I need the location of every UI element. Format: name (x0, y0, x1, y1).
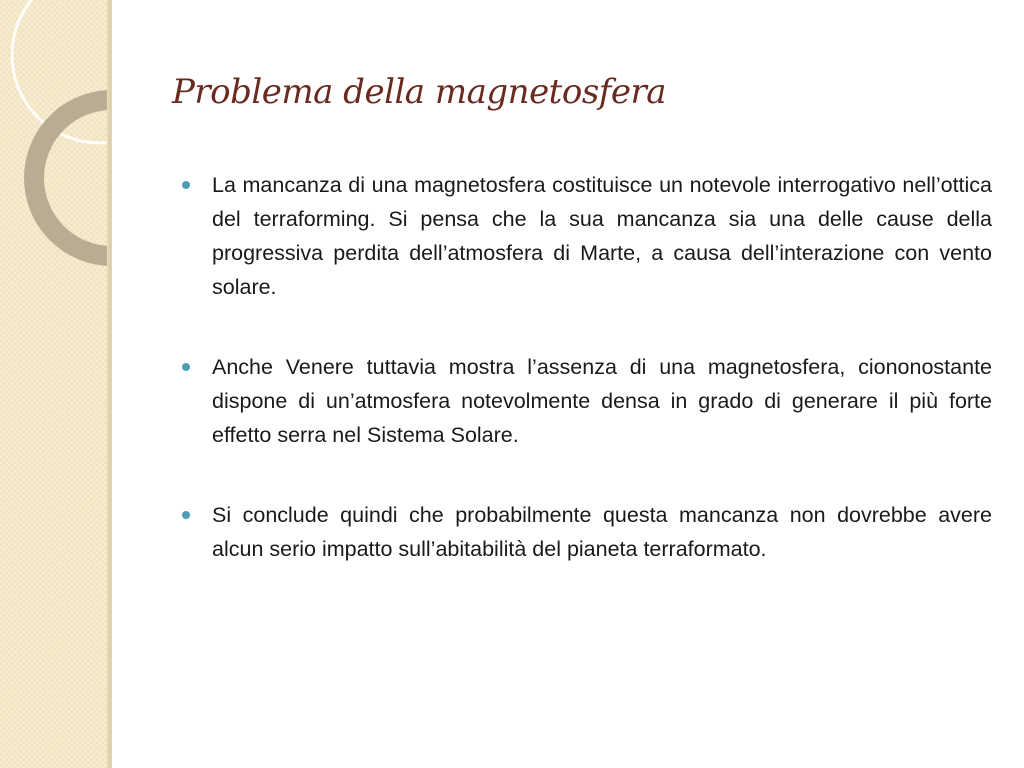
bullet-item (180, 168, 992, 304)
bullet-dot-icon (182, 181, 190, 189)
bullet-dot-icon (182, 363, 190, 371)
bullet-list (180, 168, 992, 612)
bullet-text: Anche Venere tuttavia mostra l’assenza di una magnetosfera, ciononostante dispone di un’atmosfera notevolmente densa in grado di generare il più forte effetto serra nel Sistema Solare. (212, 355, 992, 447)
slide-title: Problema della magnetosfera (172, 72, 666, 112)
decorative-rings-graphic (0, 0, 112, 768)
bullet-text: Si conclude quindi che probabilmente questa mancanza non dovrebbe avere alcun serio impatto sull’abitabilità del pianeta terraformato. (212, 503, 992, 561)
thick-ring-shape (34, 100, 112, 256)
bullet-text: La mancanza di una magnetosfera costituisce un notevole interrogativo nell’ottica del terraforming. Si pensa che la sua mancanza sia una delle cause della progressiva perdita dell’atmosfera di Marte, a causa dell’interazione con vento solare. (212, 173, 992, 299)
decorative-sidebar (0, 0, 112, 768)
bullet-item (180, 350, 992, 452)
sidebar-border (107, 0, 112, 768)
bullet-item (180, 498, 992, 566)
bullet-dot-icon (182, 511, 190, 519)
